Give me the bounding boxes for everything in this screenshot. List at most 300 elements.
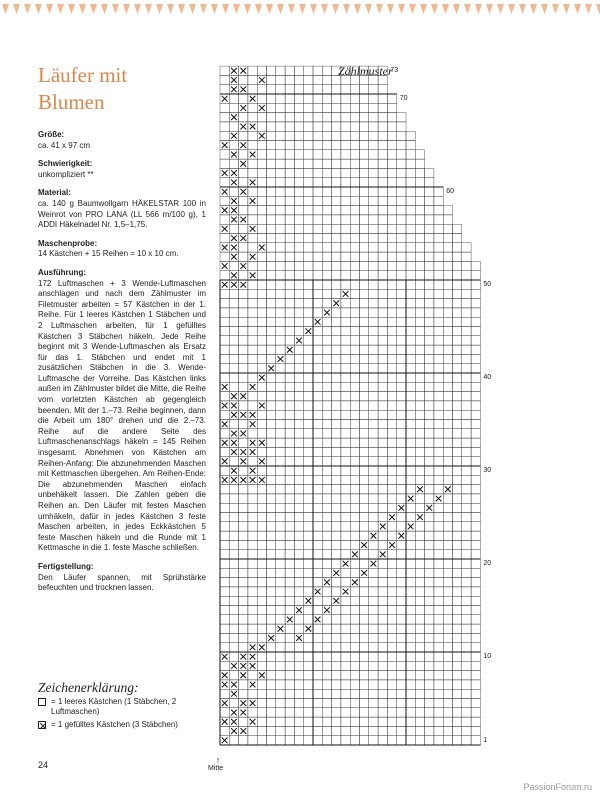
filled-cell-mark — [306, 626, 312, 632]
chart-cell — [276, 215, 285, 224]
chart-cell — [229, 261, 238, 270]
chart-cell — [471, 587, 480, 596]
filled-cell-mark — [250, 198, 256, 204]
chart-cell — [294, 615, 303, 624]
chart-cell — [369, 345, 378, 354]
chart-cell — [220, 178, 229, 187]
chart-cell — [360, 606, 369, 615]
chart-cell — [387, 447, 396, 456]
chart-cell — [294, 652, 303, 661]
chart-cell — [257, 159, 266, 168]
chart-cell — [406, 596, 415, 605]
chart-cell — [443, 633, 452, 642]
chart-cell — [304, 382, 313, 391]
chart-cell — [313, 420, 322, 429]
chart-cell — [443, 438, 452, 447]
chart-cell — [239, 345, 248, 354]
chart-cell — [397, 447, 406, 456]
chart-cell — [397, 457, 406, 466]
chart-cell — [220, 271, 229, 280]
filled-cell-mark — [380, 524, 386, 530]
chart-cell — [239, 243, 248, 252]
filled-cell-mark — [352, 579, 358, 585]
chart-cell — [397, 568, 406, 577]
chart-cell — [304, 671, 313, 680]
chart-cell — [462, 252, 471, 261]
chart-cell — [239, 643, 248, 652]
chart-cell — [257, 410, 266, 419]
chart-cell — [313, 726, 322, 735]
chart-cell — [322, 447, 331, 456]
chart-cell — [285, 726, 294, 735]
chart-cell — [397, 261, 406, 270]
chart-cell — [304, 447, 313, 456]
chart-cell — [285, 568, 294, 577]
chart-cell — [415, 401, 424, 410]
chart-cell — [248, 457, 257, 466]
chart-cell — [229, 606, 238, 615]
chart-cell — [239, 75, 248, 84]
chart-cell — [415, 382, 424, 391]
chart-cell — [415, 438, 424, 447]
chart-cell — [322, 513, 331, 522]
chart-cell — [304, 615, 313, 624]
chart-cell — [313, 94, 322, 103]
chart-cell — [313, 503, 322, 512]
chart-cell — [276, 475, 285, 484]
chart-cell — [276, 308, 285, 317]
chart-cell — [257, 299, 266, 308]
chart-cell — [239, 689, 248, 698]
chart-cell — [332, 141, 341, 150]
chart-cell — [313, 457, 322, 466]
chart-cell — [304, 131, 313, 140]
chart-cell — [462, 736, 471, 745]
chart-cell — [443, 252, 452, 261]
chart-cell — [443, 606, 452, 615]
filled-cell-mark — [240, 431, 246, 437]
chart-cell — [257, 568, 266, 577]
chart-cell — [267, 503, 276, 512]
chart-cell — [341, 624, 350, 633]
chart-cell — [313, 671, 322, 680]
chart-cell — [443, 364, 452, 373]
chart-cell — [378, 75, 387, 84]
chart-cell — [443, 410, 452, 419]
chart-cell — [350, 671, 359, 680]
chart-cell — [304, 141, 313, 150]
chart-cell — [341, 66, 350, 75]
chart-cell — [341, 354, 350, 363]
chart-cell — [397, 280, 406, 289]
chart-cell — [257, 364, 266, 373]
chart-cell — [434, 447, 443, 456]
chart-cell — [369, 708, 378, 717]
chart-cell — [415, 252, 424, 261]
chart-cell — [425, 606, 434, 615]
row-label: 50 — [483, 281, 492, 288]
chart-cell — [313, 122, 322, 131]
chart-cell — [267, 122, 276, 131]
chart-cell — [341, 717, 350, 726]
chart-cell — [378, 327, 387, 336]
filled-cell-mark — [240, 412, 246, 418]
chart-cell — [332, 178, 341, 187]
chart-cell — [332, 736, 341, 745]
chart-cell — [332, 494, 341, 503]
chart-cell — [294, 568, 303, 577]
chart-cell — [239, 94, 248, 103]
chart-cell — [425, 382, 434, 391]
chart-cell — [443, 271, 452, 280]
chart-cell — [471, 633, 480, 642]
chart-cell — [443, 503, 452, 512]
filled-cell-mark — [315, 617, 321, 623]
chart-cell — [378, 661, 387, 670]
chart-cell — [378, 206, 387, 215]
chart-cell — [220, 661, 229, 670]
filled-cell-mark — [268, 635, 274, 641]
chart-cell — [332, 587, 341, 596]
chart-cell — [453, 615, 462, 624]
chart-cell — [341, 410, 350, 419]
chart-cell — [406, 327, 415, 336]
chart-cell — [313, 438, 322, 447]
chart-cell — [239, 503, 248, 512]
chart-cell — [350, 131, 359, 140]
chart-cell — [322, 643, 331, 652]
filled-cell-mark — [222, 738, 228, 744]
chart-cell — [453, 726, 462, 735]
chart-cell — [322, 671, 331, 680]
chart-cell — [285, 392, 294, 401]
chart-cell — [332, 652, 341, 661]
chart-cell — [434, 373, 443, 382]
chart-cell — [406, 159, 415, 168]
chart-cell — [220, 327, 229, 336]
chart-cell — [322, 420, 331, 429]
chart-cell — [453, 327, 462, 336]
chart-cell — [313, 708, 322, 717]
filled-cell-mark — [222, 403, 228, 409]
chart-cell — [257, 606, 266, 615]
chart-cell — [267, 354, 276, 363]
chart-cell — [322, 299, 331, 308]
chart-cell — [387, 429, 396, 438]
chart-cell — [239, 513, 248, 522]
chart-cell — [387, 392, 396, 401]
chart-cell — [276, 289, 285, 298]
filled-cell-mark — [250, 273, 256, 279]
chart-cell — [397, 141, 406, 150]
chart-cell — [462, 494, 471, 503]
chart-cell — [341, 475, 350, 484]
filled-cell-mark — [240, 105, 246, 111]
chart-cell — [378, 717, 387, 726]
chart-cell — [257, 382, 266, 391]
chart-cell — [387, 178, 396, 187]
chart-cell — [332, 234, 341, 243]
chart-cell — [294, 494, 303, 503]
chart-cell — [406, 624, 415, 633]
chart-cell — [387, 624, 396, 633]
chart-cell — [369, 466, 378, 475]
chart-cell — [369, 578, 378, 587]
chart-cell — [425, 671, 434, 680]
chart-cell — [267, 606, 276, 615]
chart-cell — [257, 150, 266, 159]
chart-cell — [406, 178, 415, 187]
chart-cell — [267, 234, 276, 243]
chart-cell — [304, 168, 313, 177]
chart-cell — [313, 689, 322, 698]
chart-cell — [406, 354, 415, 363]
filled-cell-mark — [231, 217, 237, 223]
chart-cell — [267, 271, 276, 280]
chart-cell — [285, 382, 294, 391]
chart-cell — [276, 457, 285, 466]
chart-cell — [313, 540, 322, 549]
chart-cell — [322, 466, 331, 475]
chart-cell — [332, 75, 341, 84]
chart-cell — [462, 671, 471, 680]
chart-cell — [471, 661, 480, 670]
filled-cell-mark — [231, 282, 237, 288]
chart-cell — [378, 317, 387, 326]
chart-cell — [443, 429, 452, 438]
chart-cell — [360, 671, 369, 680]
chart-cell — [425, 438, 434, 447]
chart-cell — [285, 141, 294, 150]
chart-cell — [304, 475, 313, 484]
filled-cell-mark — [278, 356, 284, 362]
chart-cell — [220, 447, 229, 456]
row-label: 1 — [483, 736, 488, 744]
chart-cell — [294, 699, 303, 708]
chart-cell — [267, 196, 276, 205]
chart-cell — [285, 633, 294, 642]
chart-cell — [294, 503, 303, 512]
chart-cell — [304, 122, 313, 131]
chart-cell — [415, 168, 424, 177]
chart-cell — [350, 624, 359, 633]
chart-cell — [350, 447, 359, 456]
filled-cell-mark — [240, 263, 246, 269]
chart-cell — [267, 708, 276, 717]
filled-cell-mark — [231, 87, 237, 93]
filled-cell-mark — [389, 514, 395, 520]
chart-cell — [453, 447, 462, 456]
chart-cell — [350, 568, 359, 577]
chart-cell — [471, 438, 480, 447]
chart-cell — [322, 661, 331, 670]
chart-cell — [369, 159, 378, 168]
chart-cell — [369, 168, 378, 177]
chart-cell — [425, 401, 434, 410]
chart-cell — [369, 234, 378, 243]
chart-cell — [220, 215, 229, 224]
chart-cell — [406, 215, 415, 224]
chart-cell — [313, 187, 322, 196]
chart-cell — [313, 429, 322, 438]
filled-cell-mark — [231, 449, 237, 455]
filled-cell-mark — [296, 635, 302, 641]
chart-cell — [387, 336, 396, 345]
chart-cell — [360, 85, 369, 94]
chart-cell — [267, 187, 276, 196]
chart-cell — [248, 75, 257, 84]
chart-cell — [360, 494, 369, 503]
chart-cell — [453, 503, 462, 512]
chart-cell — [322, 252, 331, 261]
chart-cell — [322, 736, 331, 745]
filled-cell-mark — [296, 607, 302, 613]
filled-cell-mark — [426, 505, 432, 511]
chart-cell — [387, 187, 396, 196]
chart-cell — [304, 708, 313, 717]
filled-cell-mark — [240, 459, 246, 465]
chart-cell — [322, 280, 331, 289]
chart-cell — [471, 559, 480, 568]
chart-cell — [220, 308, 229, 317]
filled-cell-mark — [259, 245, 265, 251]
chart-cell — [453, 587, 462, 596]
chart-cell — [378, 224, 387, 233]
chart-cell — [434, 187, 443, 196]
chart-cell — [350, 373, 359, 382]
chart-cell — [294, 122, 303, 131]
chart-cell — [462, 429, 471, 438]
chart-cell — [276, 420, 285, 429]
chart-cell — [294, 243, 303, 252]
chart-cell — [471, 261, 480, 270]
chart-cell — [267, 736, 276, 745]
chart-cell — [257, 624, 266, 633]
chart-cell — [443, 513, 452, 522]
chart-cell — [360, 364, 369, 373]
chart-cell — [276, 271, 285, 280]
chart-cell — [453, 643, 462, 652]
chart-cell — [434, 196, 443, 205]
chart-cell — [313, 522, 322, 531]
chart-cell — [294, 252, 303, 261]
chart-cell — [294, 726, 303, 735]
chart-cell — [406, 717, 415, 726]
chart-cell — [267, 475, 276, 484]
filled-cell-mark — [278, 626, 284, 632]
chart-cell — [406, 550, 415, 559]
chart-cell — [294, 559, 303, 568]
filled-cell-mark — [259, 477, 265, 483]
chart-cell — [434, 624, 443, 633]
chart-cell — [471, 354, 480, 363]
chart-cell — [453, 289, 462, 298]
chart-cell — [462, 243, 471, 252]
chart-cell — [322, 85, 331, 94]
chart-cell — [267, 94, 276, 103]
chart-cell — [350, 438, 359, 447]
center-label — [208, 756, 228, 772]
chart-cell — [415, 726, 424, 735]
chart-cell — [267, 75, 276, 84]
chart-cell — [276, 410, 285, 419]
chart-cell — [350, 643, 359, 652]
chart-cell — [267, 615, 276, 624]
chart-cell — [285, 596, 294, 605]
chart-cell — [360, 215, 369, 224]
chart-cell — [369, 475, 378, 484]
chart-cell — [434, 308, 443, 317]
chart-cell — [387, 550, 396, 559]
filled-cell-mark — [408, 524, 414, 530]
chart-cell — [453, 680, 462, 689]
chart-cell — [239, 113, 248, 122]
chart-cell — [350, 94, 359, 103]
chart-cell — [360, 243, 369, 252]
chart-cell — [332, 289, 341, 298]
chart-cell — [425, 457, 434, 466]
chart-cell — [360, 410, 369, 419]
chart-cell — [397, 726, 406, 735]
chart-cell — [387, 94, 396, 103]
chart-cell — [248, 596, 257, 605]
chart-cell — [332, 85, 341, 94]
chart-cell — [332, 429, 341, 438]
chart-cell — [285, 150, 294, 159]
section-heading: Ausführung: — [38, 267, 86, 277]
chart-cell — [322, 215, 331, 224]
chart-cell — [360, 726, 369, 735]
chart-cell — [285, 261, 294, 270]
filled-cell-mark — [231, 691, 237, 697]
chart-cell — [276, 503, 285, 512]
chart-cell — [415, 680, 424, 689]
chart-cell — [462, 615, 471, 624]
chart-cell — [443, 447, 452, 456]
chart-cell — [360, 94, 369, 103]
chart-cell — [406, 633, 415, 642]
chart-cell — [415, 150, 424, 159]
chart-cell — [378, 606, 387, 615]
chart-cell — [332, 485, 341, 494]
chart-cell — [378, 289, 387, 298]
chart-cell — [267, 308, 276, 317]
chart-cell — [387, 299, 396, 308]
chart-cell — [229, 94, 238, 103]
chart-cell — [425, 327, 434, 336]
chart-cell — [322, 336, 331, 345]
chart-cell — [434, 392, 443, 401]
chart-cell — [276, 299, 285, 308]
chart-cell — [341, 113, 350, 122]
chart-cell — [304, 717, 313, 726]
chart-cell — [229, 122, 238, 131]
chart-cell — [369, 420, 378, 429]
chart-cell — [248, 392, 257, 401]
chart-cell — [397, 317, 406, 326]
chart-cell — [294, 75, 303, 84]
chart-cell — [360, 131, 369, 140]
chart-cell — [434, 289, 443, 298]
chart-cell — [471, 680, 480, 689]
chart-cell — [332, 150, 341, 159]
chart-cell — [248, 587, 257, 596]
chart-cell — [350, 680, 359, 689]
chart-cell — [406, 652, 415, 661]
chart-cell — [239, 168, 248, 177]
section-body: ca. 140 g Baumwollgarn HÄKELSTAR 100 in Weinrot von PRO LANA (LL 566 m/100 g), 1 ADDI Häkelnadel Nr. 1,5–1,75. — [38, 198, 206, 230]
chart-cell — [267, 457, 276, 466]
